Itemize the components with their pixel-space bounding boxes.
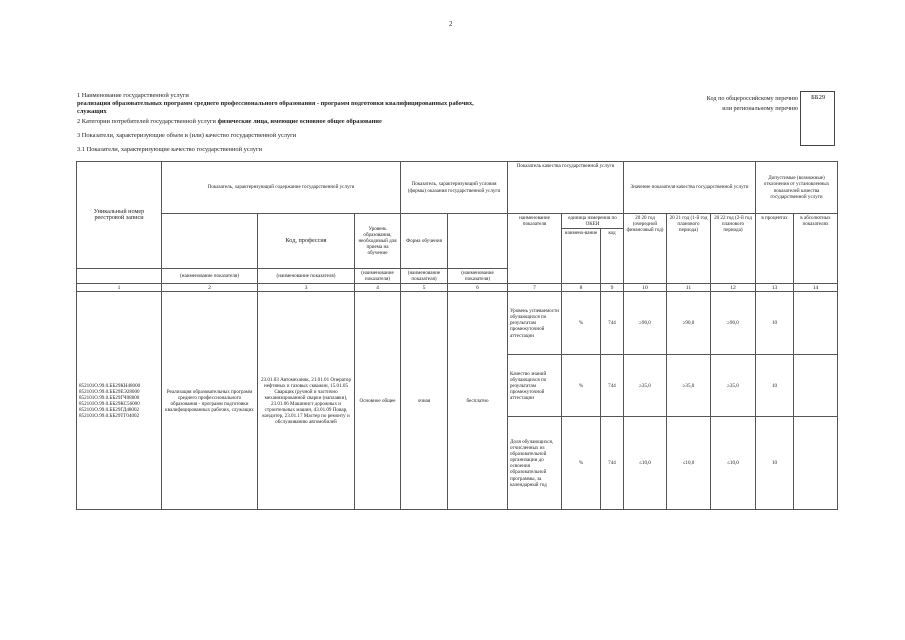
col-number: 4 [355,284,401,292]
col-number: 8 [562,284,601,292]
content-col1-empty [162,214,258,269]
value-year3: ≥90,0 [711,292,756,355]
form-header: Форма обучения [401,214,448,269]
quality-values-header: Значение показателя качества государственной услуги [624,162,756,214]
col-number: 9 [601,284,624,292]
quality-indicator-header: Показатель качества государственной услуги [508,162,624,214]
service-name-value-cont: служащих [77,108,107,115]
unit-name: % [562,292,601,355]
unit-code: 744 [601,417,624,510]
profession-header: Код, профессия [258,214,355,269]
okved-label: Код по общероссийскому перечню или региональному перечню [706,95,798,112]
col-number: 7 [508,284,562,292]
service-name-value: реализация образовательных программ среднего профессионального образования - программ подготовки квалифицированных рабочих, [77,100,474,107]
deviation-absolute [794,292,838,355]
okved-code: ББ29 [811,94,826,101]
page-number: 2 [449,20,453,28]
value-year2: ≥35,0 [667,355,711,417]
deviations-header: Допустимые (возможные) отклонения от установленных показателей качества государственной услуги [756,162,838,214]
col-number: 2 [162,284,258,292]
unit-code: 744 [601,355,624,417]
deviation-percent: 10 [756,355,794,417]
col-number: 6 [448,284,508,292]
absolute-header: в абсолютных показателях [794,214,838,284]
deviation-percent: 10 [756,417,794,510]
deviation-absolute [794,417,838,510]
sub-indicator-name-1: (наименование показателя) [162,269,258,284]
indicator-name-header: наименование показателя [508,214,562,284]
year3-header: 20 22 год (2-й год планового периода) [711,214,756,284]
cost: бесплатно [448,292,508,510]
education-level: Основное общее [355,292,401,510]
sub-indicator-name-4: (наименование показателя) [401,269,448,284]
content-indicator-header: Показатель, характеризующий содержание государственной услуги [162,162,401,214]
sub-indicator-name-3: (наименование показателя) [355,269,401,284]
value-year1: ≤10,0 [624,417,667,510]
col-number: 3 [258,284,355,292]
year2-header: 20 21 год (1-й год планового периода) [667,214,711,284]
unit-name: % [562,355,601,417]
indicator-name: Качество знаний обучающихся по результатам промежуточной аттестации [508,355,562,417]
indicator-name: Доля обучающихся, отчисленных из образовательной организации до освоения образовательной программы, за календарный год [508,417,562,510]
value-year1: ≥35,0 [624,355,667,417]
quality-indicators-heading: 3.1 Показатели, характеризующие качество государственной услуги [77,146,263,153]
sub-indicator-name-5: (наименование показателя) [448,269,508,284]
unit-code: 744 [601,292,624,355]
unit-name-header: наимено-вание [562,229,601,284]
sub-indicator-name-2: (наименование показателя) [258,269,355,284]
deviation-percent: 10 [756,292,794,355]
value-year3: ≤10,0 [711,417,756,510]
consumers-line [77,118,382,126]
registry-number-header: Уникальный номер реестровой записи [77,162,162,269]
registry-sub-empty [77,269,162,284]
col-number: 11 [667,284,711,292]
col-number: 1 [77,284,162,292]
value-year1: ≥90,0 [624,292,667,355]
consumers-label: 2 Категории потребителей государственной услуги [77,118,216,125]
conditions-col2-empty [448,214,508,269]
col-number: 12 [711,284,756,292]
deviation-absolute [794,355,838,417]
indicators-heading: 3 Показатели, характеризующие объем и (или) качество государственной услуги [77,132,297,139]
form-of-study: очная [401,292,448,510]
quality-indicators-table [76,161,838,510]
value-year3: ≥35,0 [711,355,756,417]
conditions-indicator-header: Показатель, характеризующий условия (формы) оказания государственной услуги [401,162,508,214]
column-numbers-row [77,284,838,292]
col-number: 14 [794,284,838,292]
value-year2: ≤10,0 [667,417,711,510]
education-level-header: Уровень образования, необходимый для приема на обучение [355,214,401,269]
col-number: 5 [401,284,448,292]
value-year2: ≥90,0 [667,292,711,355]
percent-header: в процентах [756,214,794,284]
col-number: 10 [624,284,667,292]
year1-header: 20 20 год (очередной финансовый год) [624,214,667,284]
consumers-value: физические лица, имеющие основное общее образование [217,118,382,125]
service-name-label: 1 Наименование государственной услуги [77,92,189,99]
registry-codes: 852101О.99.0.ББ29КН48000 852101О.99.0.ББ29ЕЭ28000 852101О.99.0.ББ29ГЧ08000 852101О.99.0.ББ29КС56000 852101О.99.0.ББ29ГД48002 852101О.99.0.ББ29ТГ04002 [77,292,162,510]
indicator-name: Уровень успеваемости обучающихся по результатам промежуточной аттестации [508,292,562,355]
unit-code-header: код [601,229,624,284]
program-name: Реализация образовательных программ среднего профессионального образования - программ подготовки квалифицированных рабочих, служащих [162,292,258,510]
table-row [77,292,838,355]
unit-name: % [562,417,601,510]
profession-list: 23.01.03 Автомеханик, 21.01.01 Оператор нефтяных и газовых скважин, 15.01.05 Сварщик (ручной и частично механизированной сварки (наплавки), 23.01.06 Машинист дорожных и строительных машин, 43.01.09 Повар, кондитер, 23.01.17 Мастер по ремонту и обслуживанию автомобилей [258,292,355,510]
col-number: 13 [756,284,794,292]
unit-header: единица измерения по ОКЕИ [562,214,624,229]
